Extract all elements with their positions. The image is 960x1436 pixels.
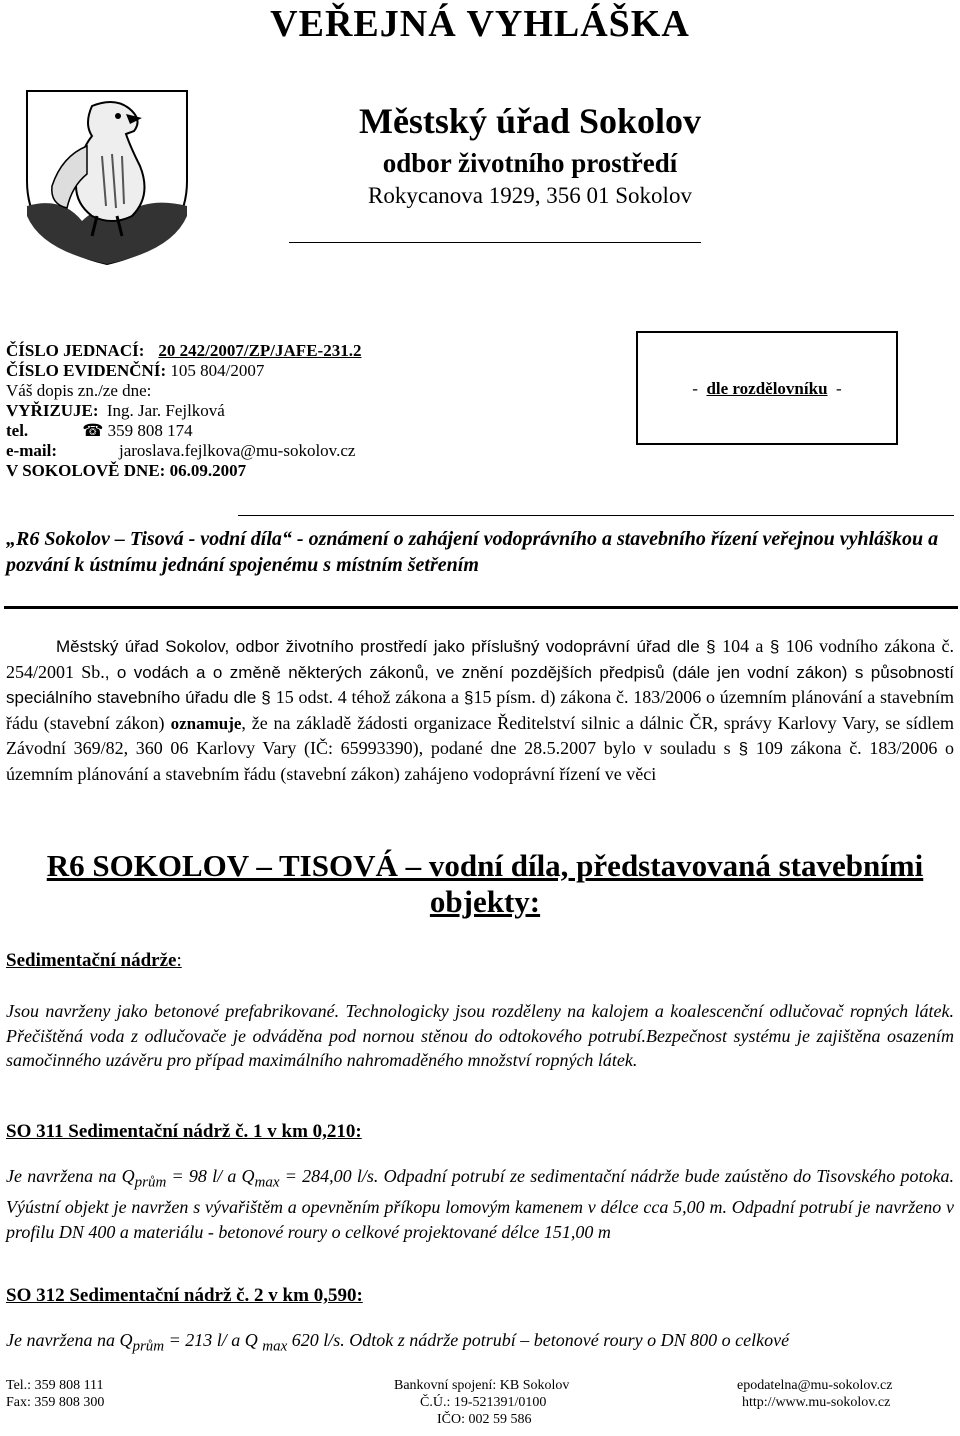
paragraph-sign-icon: §	[738, 739, 749, 758]
footer-ico: IČO: 002 59 586	[437, 1412, 532, 1427]
phone-icon: ☎	[82, 421, 104, 440]
footer-web[interactable]: http://www.mu-sokolov.cz	[742, 1395, 891, 1410]
footer-epodatelna[interactable]: epodatelna@mu-sokolov.cz	[737, 1378, 893, 1393]
so312-heading: SO 312 Sedimentační nádrž č. 2 v km 0,590:	[6, 1285, 363, 1306]
department-name: odbor životního prostředí	[382, 148, 678, 178]
so311-heading: SO 311 Sedimentační nádrž č. 1 v km 0,210:	[6, 1121, 362, 1142]
subject-line: „R6 Sokolov – Tisová - vodní díla“ - oznámení o zahájení vodoprávního a stavebního řízení veřejnou vyhláškou a pozvání k ústnímu jednání spojenému s místním šetřením	[6, 528, 939, 576]
paragraph-sign-icon: §	[463, 688, 474, 707]
date-row: V SOKOLOVĚ DNE: 06.09.2007	[6, 461, 247, 480]
tel-row: tel. ☎ 359 808 174	[6, 421, 193, 440]
section-title: R6 SOKOLOV – TISOVÁ – vodní díla, představovaná stavebními objekty:	[46, 848, 924, 919]
paragraph-sign-icon: §	[769, 637, 780, 656]
cislo-evidencni-row: ČÍSLO EVIDENČNÍ: 105 804/2007	[6, 361, 265, 380]
so311-description: Je navržena na $Q_{prům} = 98$ l/ a $Q_{max} = 284,00$ l/s. Odpadní potrubí ze sedimentační nádrže bude zaústěno do Tisovského potoka. Výústní objekt je navržen s vývařištěm a opevněním příkopu lomovým kamenem v délce cca 5,00 m. Odpadní potrubí je navrženo v profilu DN 400 a materiálu - betonové roury o celkové projektované délce 151,00 m	[6, 1166, 954, 1242]
cislo-jednaci-value: 20 242/2007/ZP/JAFE-231.2	[158, 341, 362, 360]
subject-top-rule	[238, 515, 954, 516]
footer-account: Č.Ú.: 19-521391/0100	[420, 1395, 547, 1410]
footer-bank: Bankovní spojení: KB Sokolov	[394, 1378, 570, 1393]
recipient-text: - dle rozdělovníku -	[692, 379, 842, 398]
sokolov-coat-of-arms-logo	[22, 86, 192, 266]
tel-value: 359 808 174	[107, 421, 193, 440]
so312-description: Je navržena na $Q_{prům} = 213$ l/ a Q $_{max}$ 620 l/s. Odtok z nádrže potrubí – betonové roury o DN 800 o celkové	[6, 1330, 790, 1355]
footer-fax: Fax: 359 808 300	[6, 1395, 105, 1410]
paragraph-sign-icon: §	[706, 637, 716, 656]
office-address: Rokycanova 1929, 356 01 Sokolov	[368, 183, 692, 208]
sedimentacni-nadrze-heading: Sedimentační nádrže:	[6, 950, 182, 971]
cislo-jednaci-row: ČÍSLO JEDNACÍ: 20 242/2007/ZP/JAFE-231.2	[6, 341, 362, 360]
main-paragraph: Městský úřad Sokolov, odbor životního prostředí jako příslušný vodoprávní úřad dle § 104 a § 106 vodního zákona č. 254/2001 Sb., o vodách a o změně některých zákonů, ve znění pozdějších předpisů (dále jen vodní zákon) s působností speciálního stavebního úřadu dle § 15 odst. 4 téhož zákona a §15 písm. d) zákona č. 183/2006 o územním plánování a stavebním řádu (stavební zákon) oznamuje, že na základě žádosti organizace Ředitelství silnic a dálnic ČR, správy Karlovy Vary, se sídlem Závodní 369/82, 360 06 Karlovy Vary (IČ: 65993390), podané dne 28.5.2007 bylo v souladu s § 109 zákona č. 183/2006 o územním plánování a stavebním řádu (stavební zákon) zahájeno vodoprávní řízení ve věci	[6, 636, 954, 784]
vas-dopis-row: Váš dopis zn./ze dne:	[6, 381, 152, 400]
paragraph-sign-icon: §	[261, 688, 271, 707]
office-name: Městský úřad Sokolov	[358, 101, 702, 141]
email-value: jaroslava.fejlkova@mu-sokolov.cz	[118, 441, 356, 460]
email-row: e-mail: jaroslava.fejlkova@mu-sokolov.cz	[6, 441, 356, 460]
vyrizuje-row: VYŘIZUJE: Ing. Jar. Fejlková	[6, 401, 225, 420]
date-value: 06.09.2007	[169, 461, 247, 480]
vyrizuje-value: Ing. Jar. Fejlková	[106, 401, 225, 420]
cislo-evidencni-value: 105 804/2007	[170, 361, 265, 380]
document-title: VEŘEJNÁ VYHLÁŠKA	[270, 3, 690, 45]
footer-tel: Tel.: 359 808 111	[6, 1378, 104, 1393]
subject-bottom-rule	[4, 606, 958, 609]
address-divider	[289, 242, 701, 243]
sedimentacni-description: Jsou navrženy jako betonové prefabrikované. Technologicky jsou rozděleny na kalojem a koalescenční odlučovač ropných látek. Přečištěná voda z odlučovače je odváděna pod nornou stěnou do odtokového potrubí.Bezpečnost systému je zajištěna osazením samočinného uzávěru pro případ maximálního nahromaděného množství ropných látek.	[6, 1001, 954, 1070]
